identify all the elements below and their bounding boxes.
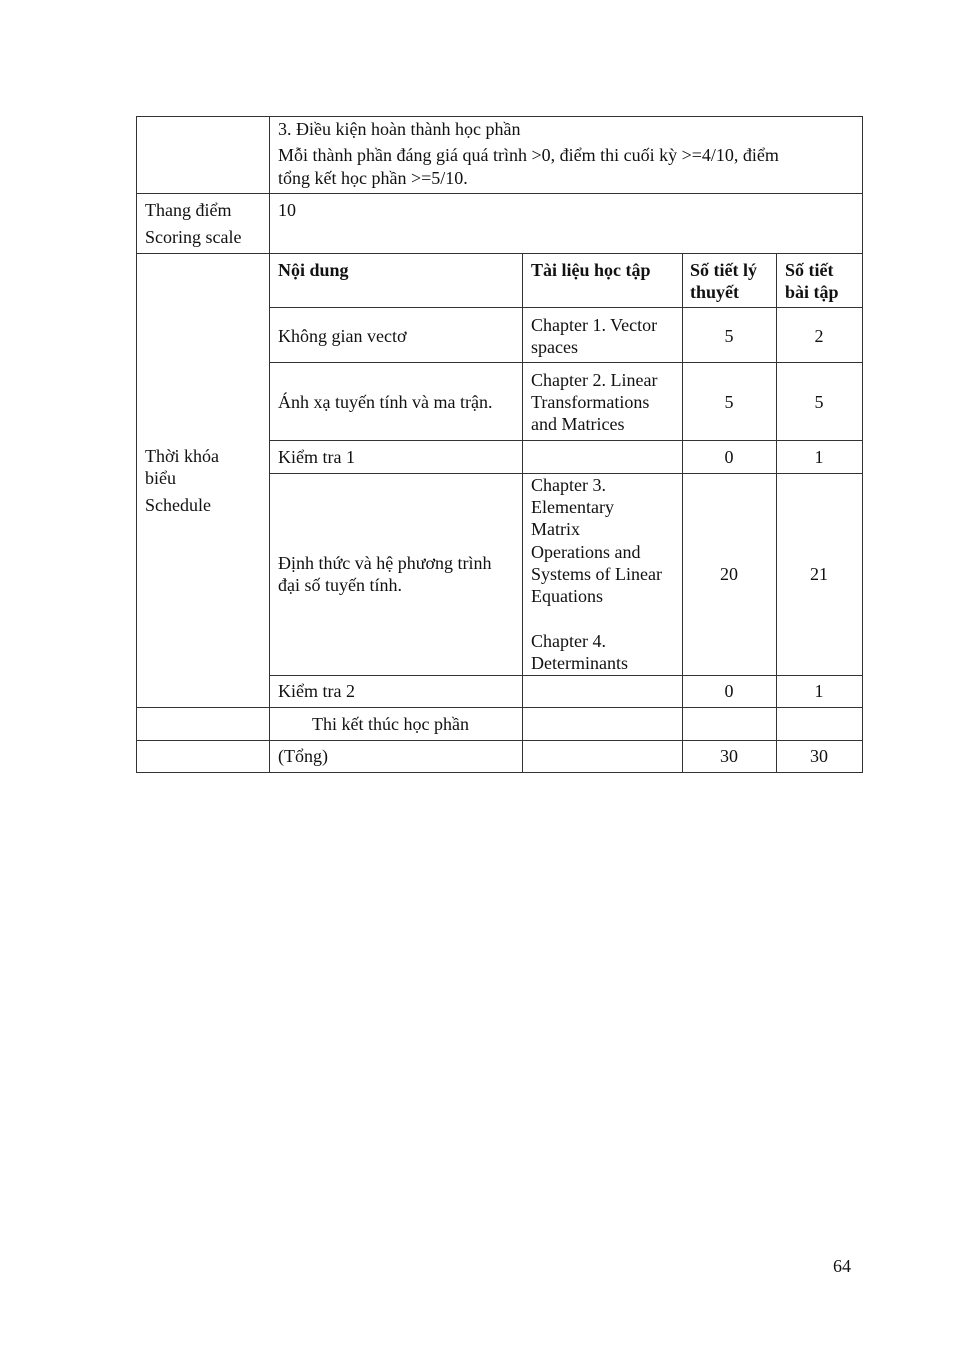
grid-h-top <box>136 116 863 117</box>
row2-material-line3: and Matrices <box>531 414 625 434</box>
row4-content-line1: Định thức và hệ phương trình <box>278 553 492 573</box>
schedule-label-vi-1: Thời khóa <box>145 446 220 466</box>
row1-material-line2: spaces <box>531 337 578 357</box>
grid-v-theory <box>682 253 683 773</box>
grid-h-row1-bottom <box>269 362 863 363</box>
header-materials: Tài liệu học tập <box>531 260 651 280</box>
schedule-label-vi-2: biểu <box>145 468 176 488</box>
total-theory: 30 <box>720 746 738 766</box>
row4-material-line4: Operations and <box>531 542 641 562</box>
row1-content: Không gian vectơ <box>278 326 407 346</box>
row1-exercise: 2 <box>814 326 824 346</box>
row5-content: Kiểm tra 2 <box>278 681 355 701</box>
completion-heading: 3. Điều kiện hoàn thành học phần <box>278 119 521 139</box>
row4-theory: 20 <box>720 564 738 584</box>
row4-content-line2: đại số tuyến tính. <box>278 575 402 595</box>
row3-theory: 0 <box>724 447 734 467</box>
grid-v-materials <box>522 253 523 773</box>
total-exercise: 30 <box>810 746 828 766</box>
header-exercise-line2: bài tập <box>785 282 839 302</box>
page-number: 64 <box>833 1256 851 1276</box>
row4-material-line5: Systems of Linear <box>531 564 662 584</box>
grid-h-row4-bottom <box>269 675 863 676</box>
row4-material-line7: Chapter 4. <box>531 631 606 651</box>
grid-h-schedule-bottom <box>136 707 863 708</box>
row4-material-line1: Chapter 3. <box>531 475 606 495</box>
row4-material-line2: Elementary <box>531 497 614 517</box>
grid-h-scoring-top <box>136 193 863 194</box>
final-exam-label: Thi kết thúc học phần <box>312 714 469 734</box>
row2-content: Ánh xạ tuyến tính và ma trận. <box>278 392 493 412</box>
grid-v-right <box>862 116 863 773</box>
completion-text-line1: Mỗi thành phần đáng giá quá trình >0, điểm thi cuối kỳ >=4/10, điểm <box>278 145 779 165</box>
grid-v-label <box>269 116 270 773</box>
row3-content: Kiểm tra 1 <box>278 447 355 467</box>
row4-exercise: 21 <box>810 564 828 584</box>
row1-material-line1: Chapter 1. Vector <box>531 315 658 335</box>
header-content: Nội dung <box>278 260 349 280</box>
scoring-label-vi: Thang điểm <box>145 200 232 220</box>
row2-theory: 5 <box>724 392 734 412</box>
row3-exercise: 1 <box>814 447 824 467</box>
header-theory-line1: Số tiết lý <box>690 260 757 280</box>
row1-theory: 5 <box>724 326 734 346</box>
row5-exercise: 1 <box>814 681 824 701</box>
header-exercise-line1: Số tiết <box>785 260 834 280</box>
grid-h-schedule-top <box>136 253 863 254</box>
scoring-label-en: Scoring scale <box>145 227 242 247</box>
grid-h-final-bottom <box>136 740 863 741</box>
total-label: (Tổng) <box>278 746 328 766</box>
row5-theory: 0 <box>724 681 734 701</box>
row2-material-line2: Transformations <box>531 392 650 412</box>
row4-material-line3: Matrix <box>531 519 580 539</box>
grid-h-bottom <box>136 772 863 773</box>
row2-exercise: 5 <box>814 392 824 412</box>
grid-v-exercise <box>776 253 777 773</box>
row4-material-line8: Determinants <box>531 653 628 673</box>
header-theory-line2: thuyết <box>690 282 739 302</box>
scoring-value: 10 <box>278 200 296 220</box>
schedule-label-en: Schedule <box>145 495 211 515</box>
grid-v-left <box>136 116 137 773</box>
row4-material-line6: Equations <box>531 586 603 606</box>
grid-h-row2-bottom <box>269 440 863 441</box>
row2-material-line1: Chapter 2. Linear <box>531 370 658 390</box>
completion-text-line2: tổng kết học phần >=5/10. <box>278 168 468 188</box>
grid-h-header-bottom <box>269 307 863 308</box>
